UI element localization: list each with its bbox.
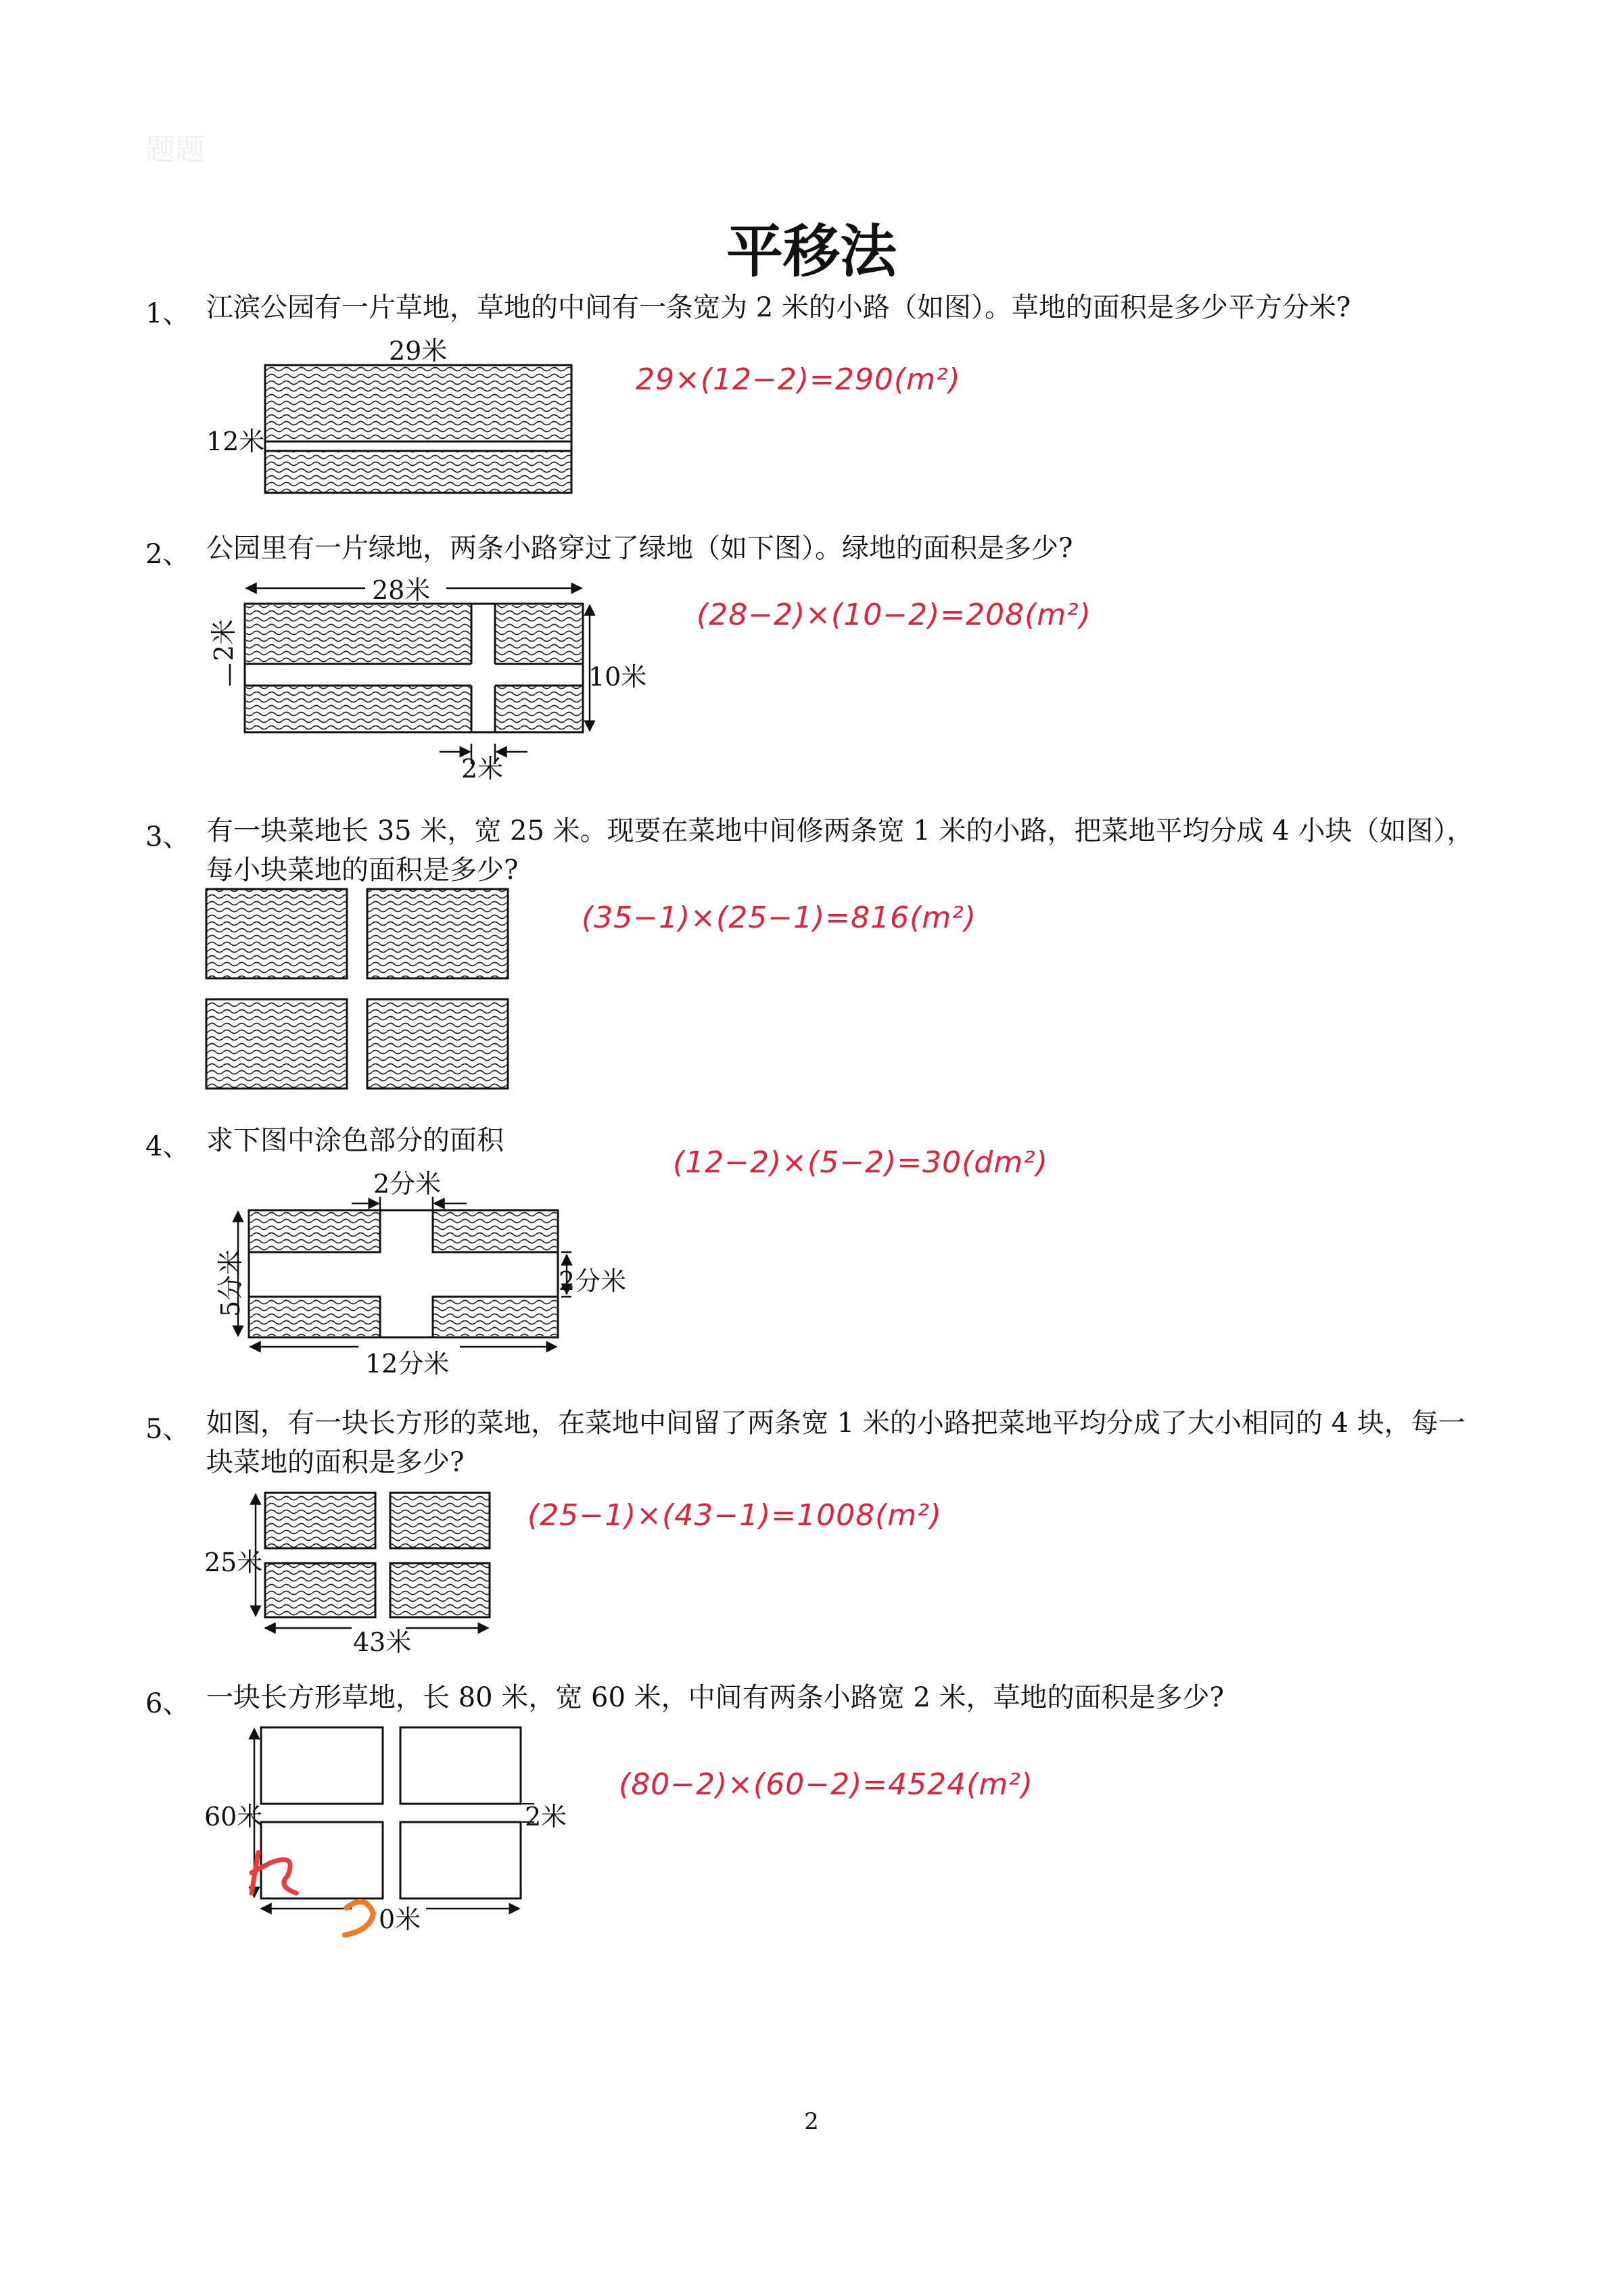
- q2-label-bottom: 2米: [461, 754, 504, 784]
- q1-label-left: 12米: [206, 427, 265, 456]
- q6-answer: (80−2)×(60−2)=4524(m²): [619, 1767, 1033, 1802]
- q4-label-left: 5分米: [216, 1249, 245, 1317]
- q6-label-bottom: 0米: [379, 1905, 421, 1934]
- page-title: 平移法: [726, 218, 897, 285]
- q4-label-top: 2分米: [373, 1169, 442, 1199]
- q2-label-right: 10米: [588, 662, 647, 692]
- q2-label-top: 28米: [372, 575, 431, 605]
- question-4-number: 4、: [145, 1131, 190, 1162]
- question-5-number: 5、: [145, 1414, 190, 1445]
- figure-1: [265, 365, 571, 493]
- question-5-text: 如图，有一块长方形的菜地，在菜地中间留了两条宽 1 米的小路把菜地平均分成了大小相同的 4 块，每一块菜地的面积是多少?: [206, 1408, 1465, 1478]
- q6-label-left: 60米: [204, 1802, 263, 1832]
- q5-label-bottom: 43米: [353, 1627, 412, 1657]
- q6-label-right: 2米: [525, 1802, 567, 1832]
- question-2-text: 公园里有一片绿地，两条小路穿过了绿地（如下图）。绿地的面积是多少?: [206, 533, 1073, 564]
- figure-2: [230, 588, 590, 764]
- q4-answer: (12−2)×(5−2)=30(dm²): [673, 1145, 1048, 1180]
- question-3-number: 3、: [145, 821, 190, 853]
- q1-label-top: 29米: [389, 336, 448, 366]
- q5-label-left: 25米: [204, 1548, 263, 1577]
- question-6-number: 6、: [145, 1688, 190, 1719]
- question-3-text: 有一块菜地长 35 米，宽 25 米。现要在菜地中间修两条宽 1 米的小路，把菜地平均分成 4 小块（如图），每小块菜地的面积是多少?: [206, 815, 1474, 886]
- question-1-text: 江滨公园有一片草地，草地的中间有一条宽为 2 米的小路（如图）。草地的面积是多少平方分米?: [206, 292, 1351, 323]
- orange-scribble: [345, 1902, 373, 1935]
- q2-label-left: 2米: [209, 619, 239, 661]
- q1-answer: 29×(12−2)=290(m²): [636, 362, 961, 397]
- page-number: 2: [804, 2108, 819, 2135]
- q5-answer: (25−1)×(43−1)=1008(m²): [527, 1498, 942, 1533]
- question-4-text: 求下图中涂色部分的面积: [206, 1125, 504, 1156]
- figure-5: [256, 1493, 490, 1628]
- question-6-text: 一块长方形草地，长 80 米，宽 60 米，中间有两条小路宽 2 米，草地的面积是多少?: [206, 1682, 1224, 1713]
- q4-label-right: 2分米: [559, 1266, 627, 1296]
- figure-3: [206, 889, 508, 1089]
- q2-answer: (28−2)×(10−2)=208(m²): [697, 598, 1091, 632]
- q3-answer: (35−1)×(25−1)=816(m²): [582, 901, 977, 935]
- watermark-text: 题题: [145, 133, 205, 167]
- q4-label-bottom: 12分米: [365, 1349, 450, 1379]
- figure-4: [238, 1197, 571, 1347]
- question-2-number: 2、: [145, 539, 190, 570]
- question-1-number: 1、: [145, 298, 190, 329]
